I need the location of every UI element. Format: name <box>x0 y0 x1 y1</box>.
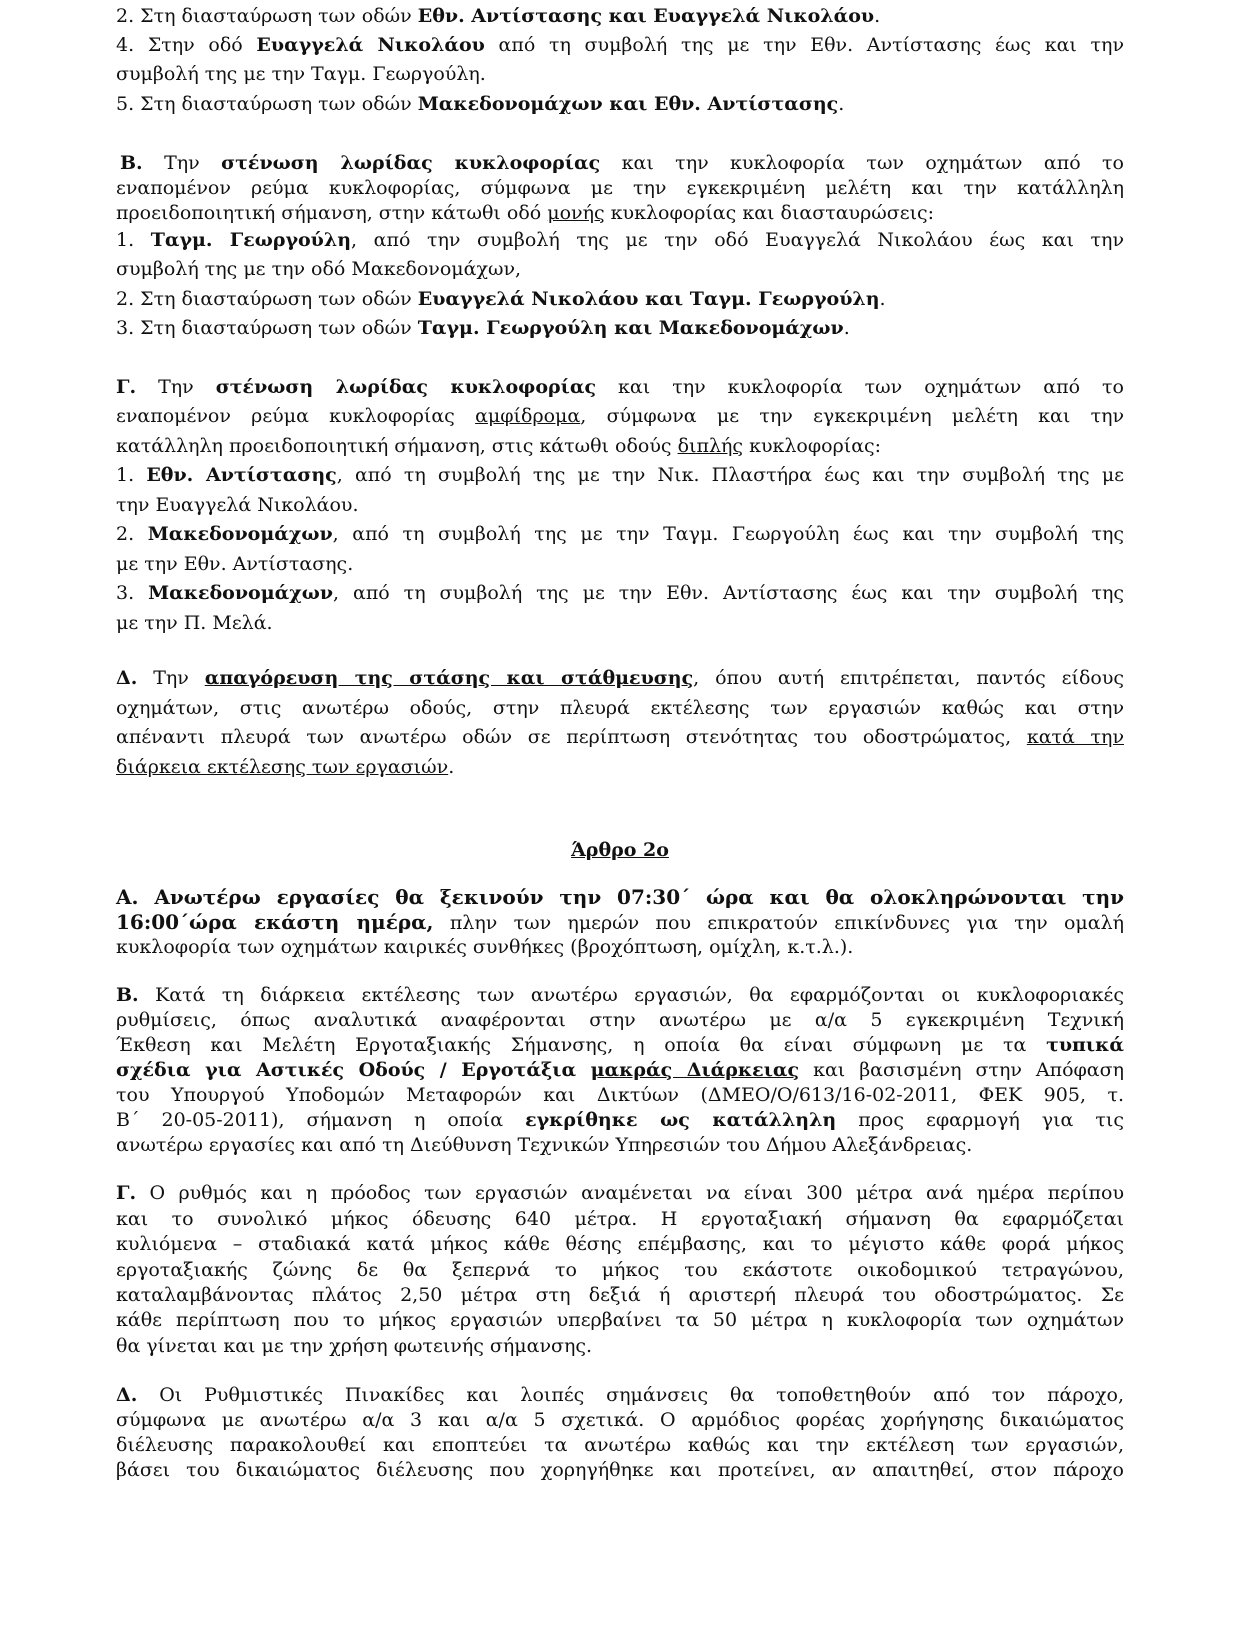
paragraph-line: εναπομένον ρεύμα κυκλοφορίας, σύμφωνα με την εγκεκριμένη μελέτη και την κατάλληλη <box>116 177 1124 199</box>
paragraph-line: σχέδια για Αστικές Οδούς / Εργοτάξια μακράς Διάρκειας και βασισμένη στην Απόφαση <box>116 1059 1124 1081</box>
paragraph-line: εναπομένον ρεύμα κυκλοφορίας αμφίδρομα, σύμφωνα με την εγκεκριμένη μελέτη και την <box>116 405 1125 427</box>
paragraph-line: 3. Στη διασταύρωση των οδών Ταγμ. Γεωργούλη και Μακεδονομάχων. <box>116 317 850 339</box>
paragraph-line: Γ. Ο ρυθμός και η πρόοδος των εργασιών αναμένεται να είναι 300 μέτρα ανά ημέρα περίπου <box>116 1182 1124 1204</box>
paragraph-line: 3. Μακεδονομάχων, από τη συμβολή της με την Εθν. Αντίστασης έως και την συμβολή της <box>116 582 1124 604</box>
article-title: Άρθρο 2ο <box>571 839 669 861</box>
paragraph-line: ανωτέρω εργασίες και από τη Διεύθυνση Τεχνικών Υπηρεσιών του Δήμου Αλεξάνδρειας. <box>116 1134 973 1156</box>
paragraph-line: προειδοποιητική σήμανση, στην κάτωθι οδό μονής κυκλοφορίας και διασταυρώσεις: <box>116 202 935 224</box>
paragraph-line: Γ. Την στένωση λωρίδας κυκλοφορίας και την κυκλοφορία των οχημάτων από το <box>116 376 1124 398</box>
paragraph-line: και το συνολικό μήκος όδευσης 640 μέτρα. Η εργοταξιακή σήμανση θα εφαρμόζεται <box>116 1208 1124 1230</box>
paragraph-line: Α. Ανωτέρω εργασίες θα ξεκινούν την 07:30΄ ώρα και θα ολοκληρώνονται την <box>116 885 1124 909</box>
paragraph-line: οχημάτων, στις ανωτέρω οδούς, στην πλευρά εκτέλεσης των εργασιών καθώς και στην <box>116 697 1124 719</box>
paragraph-line: συμβολή της με την οδό Μακεδονομάχων, <box>116 258 522 280</box>
paragraph-line: συμβολή της με την Ταγμ. Γεωργούλη. <box>116 63 486 85</box>
paragraph-line: απέναντι πλευρά των ανωτέρω οδών σε περίπτωση στενότητας του οδοστρώματος, κατά την <box>116 726 1124 748</box>
paragraph-line: θα γίνεται και με την χρήση φωτεινής σήμανσης. <box>116 1335 593 1357</box>
paragraph-line: διέλευσης παρακολουθεί και εποπτεύει τα ανωτέρω καθώς και την εκτέλεση των εργασιών, <box>116 1434 1124 1456</box>
paragraph-line: Β. Κατά τη διάρκεια εκτέλεσης των ανωτέρω εργασιών, θα εφαρμόζονται οι κυκλοφοριακές <box>116 984 1124 1006</box>
paragraph-line: 1. Ταγμ. Γεωργούλη, από την συμβολή της με την οδό Ευαγγελά Νικολάου έως και την <box>116 229 1124 251</box>
paragraph-line: 2. Μακεδονομάχων, από τη συμβολή της με την Ταγμ. Γεωργούλη έως και την συμβολή της <box>116 523 1124 545</box>
paragraph-line: Β΄ 20-05-2011), σήμανση η οποία εγκρίθηκε ως κατάλληλη προς εφαρμογή για τις <box>116 1109 1124 1131</box>
paragraph-line: κυλιόμενα – σταδιακά κατά μήκος κάθε θέσης επέμβασης, και το μέγιστο κάθε φορά μήκος <box>116 1233 1124 1255</box>
paragraph-line: με την Εθν. Αντίστασης. <box>116 553 354 575</box>
paragraph-line: Έκθεση και Μελέτη Εργοταξιακής Σήμανσης, η οποία θα είναι σύμφωνη με τα τυπικά <box>116 1034 1124 1056</box>
paragraph-line: εργοταξιακής ζώνης δε θα ξεπερνά το μήκος του εκάστοτε οικοδομικού τετραγώνου, <box>116 1259 1124 1281</box>
paragraph-line: κατάλληλη προειδοποιητική σήμανση, στις κάτωθι οδούς διπλής κυκλοφορίας: <box>116 435 882 457</box>
paragraph-line: την Ευαγγελά Νικολάου. <box>116 494 359 516</box>
paragraph-line: 16:00΄ώρα εκάστη ημέρα, πλην των ημερών που επικρατούν επικίνδυνες για την ομαλή <box>116 910 1125 934</box>
paragraph-line: 4. Στην οδό Ευαγγελά Νικολάου από τη συμβολή της με την Εθν. Αντίστασης έως και την <box>116 34 1124 56</box>
paragraph-line: Δ. Την απαγόρευση της στάσης και στάθμευσης, όπου αυτή επιτρέπεται, παντός είδους <box>116 667 1125 689</box>
paragraph-line: κυκλοφορία των οχημάτων καιρικές συνθήκες (βροχόπτωση, ομίχλη, κ.τ.λ.). <box>116 936 854 958</box>
paragraph-line: 2. Στη διασταύρωση των οδών Ευαγγελά Νικολάου και Ταγμ. Γεωργούλη. <box>116 288 886 310</box>
paragraph-line: ρυθμίσεις, όπως αναλυτικά αναφέρονται στην ανωτέρω με α/α 5 εγκεκριμένη Τεχνική <box>116 1009 1124 1031</box>
paragraph-line: με την Π. Μελά. <box>116 612 273 634</box>
paragraph-line: διάρκεια εκτέλεσης των εργασιών. <box>116 756 455 778</box>
paragraph-line: 2. Στη διασταύρωση των οδών Εθν. Αντίστασης και Ευαγγελά Νικολάου. <box>116 5 881 27</box>
paragraph-line: βάσει του δικαιώματος διέλευσης που χορηγήθηκε και προτείνει, αν απαιτηθεί, στον πάροχο <box>116 1459 1124 1481</box>
paragraph-line: Β. Την στένωση λωρίδας κυκλοφορίας και την κυκλοφορία των οχημάτων από το <box>120 152 1124 174</box>
paragraph-line: του Υπουργού Υποδομών Μεταφορών και Δικτύων (ΔΜΕΟ/Ο/613/16-02-2011, ΦΕΚ 905, τ. <box>116 1084 1124 1106</box>
paragraph-line: καταλαμβάνοντας πλάτος 2,50 μέτρα στη δεξιά ή αριστερή πλευρά του οδοστρώματος. Σε <box>116 1284 1124 1306</box>
paragraph-line: 5. Στη διασταύρωση των οδών Μακεδονομάχων και Εθν. Αντίστασης. <box>116 93 845 115</box>
paragraph-line: 1. Εθν. Αντίστασης, από τη συμβολή της με την Νικ. Πλαστήρα έως και την συμβολή της με <box>116 464 1125 486</box>
paragraph-line: σύμφωνα με ανωτέρω α/α 3 και α/α 5 σχετικά. Ο αρμόδιος φορέας χορήγησης δικαιώματος <box>116 1409 1124 1431</box>
paragraph-line: κάθε περίπτωση που το μήκος εργασιών υπερβαίνει τα 50 μέτρα η κυκλοφορία των οχημάτων <box>116 1309 1124 1331</box>
paragraph-line: Δ. Οι Ρυθμιστικές Πινακίδες και λοιπές σημάνσεις θα τοποθετηθούν από τον πάροχο, <box>116 1384 1124 1406</box>
